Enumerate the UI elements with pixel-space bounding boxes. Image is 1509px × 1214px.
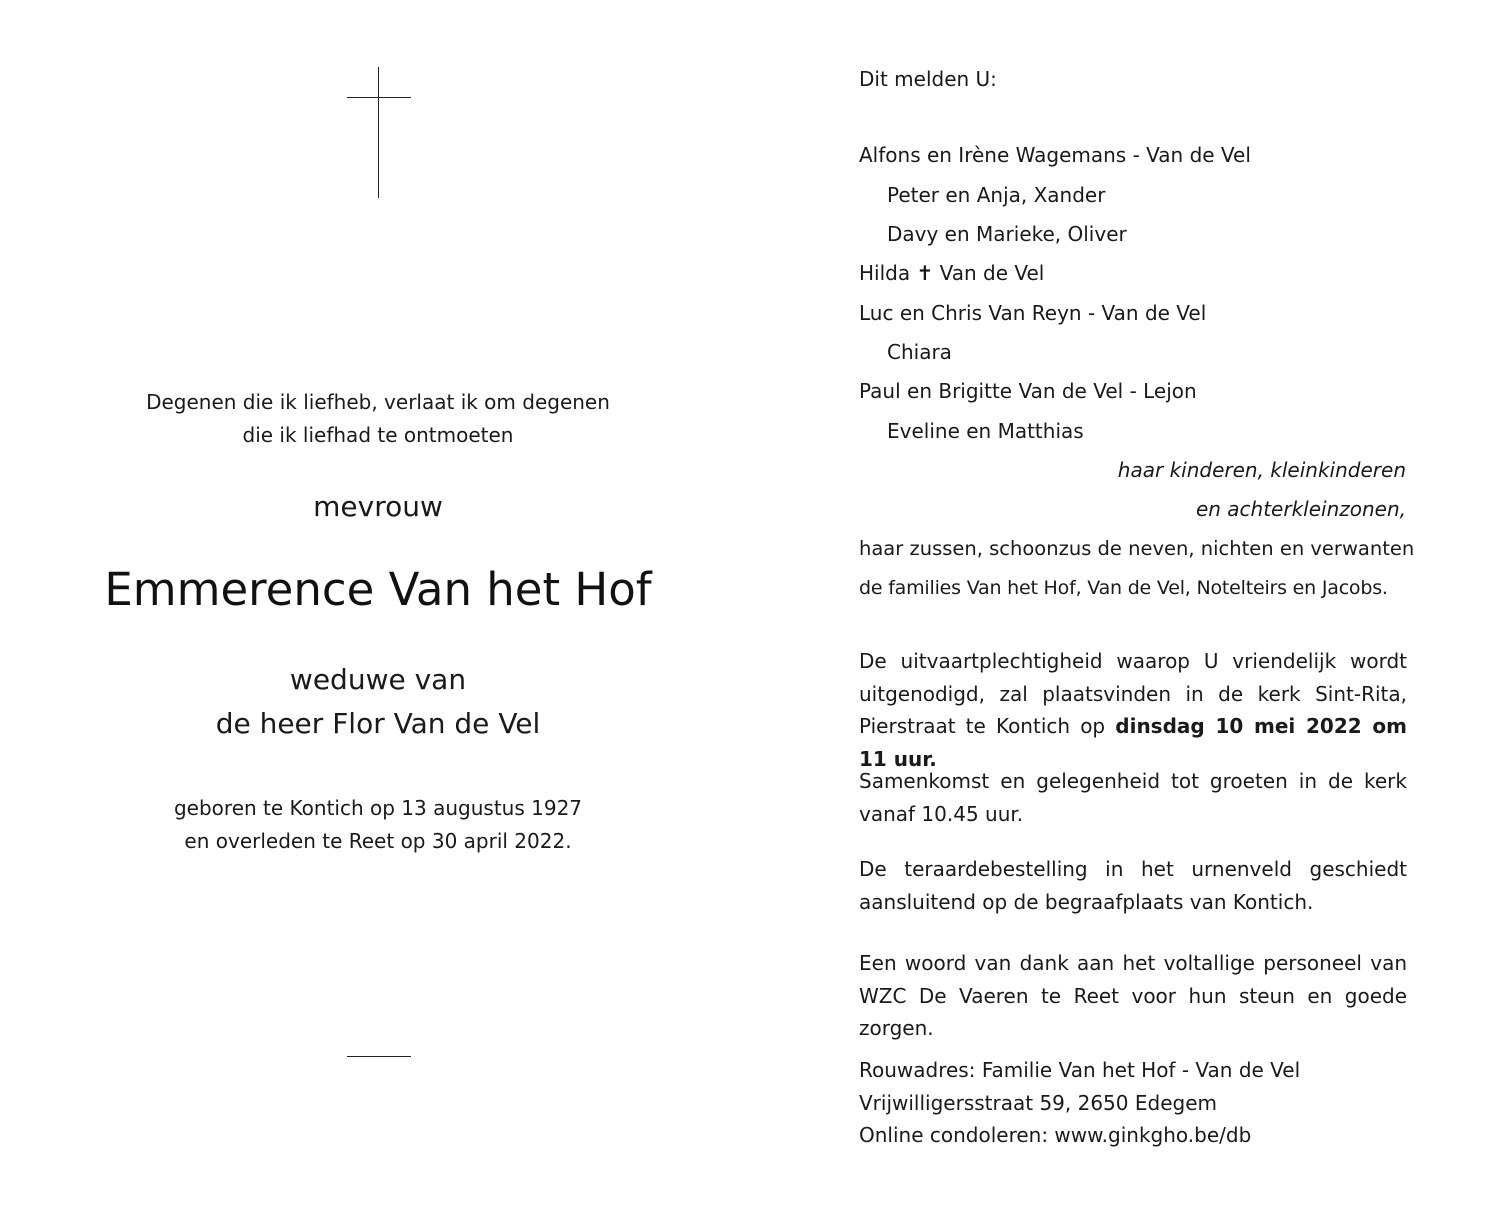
family-line: Eveline en Matthias bbox=[887, 419, 1084, 443]
family-name: Hilda bbox=[859, 261, 911, 285]
birth-line: geboren te Kontich op 13 augustus 1927 bbox=[173, 796, 583, 820]
ceremony-paragraph bbox=[859, 645, 1407, 775]
gathering-paragraph: Samenkomst en gelegenheid tot groeten in de kerk vanaf 10.45 uur. bbox=[859, 769, 1407, 826]
family-line: Luc en Chris Van Reyn - Van de Vel bbox=[859, 301, 1207, 325]
widow-line: weduwe van bbox=[289, 663, 467, 696]
burial-paragraph: De teraardebestelling in het urnenveld geschiedt aansluitend op de begraafplaats van Kontich. bbox=[859, 857, 1407, 914]
cross-vertical-bar bbox=[378, 67, 379, 198]
honorific: mevrouw bbox=[313, 490, 443, 523]
ceremony-datetime: dinsdag 10 mei 2022 om 11 uur. bbox=[859, 714, 1407, 771]
address-line: Vrijwilligersstraat 59, 2650 Edegem bbox=[859, 1090, 1217, 1115]
family-line: Davy en Marieke, Oliver bbox=[887, 222, 1127, 246]
announcement-intro: Dit melden U: bbox=[859, 67, 997, 91]
relatives-line: de families Van het Hof, Van de Vel, Notelteirs en Jacobs. bbox=[859, 577, 1388, 599]
family-line: Peter en Anja, Xander bbox=[887, 183, 1106, 207]
relation-line: en achterkleinzonen, bbox=[1195, 497, 1406, 521]
death-line: en overleden te Reet op 30 april 2022. bbox=[184, 828, 572, 853]
address-line: Rouwadres: Familie Van het Hof - Van de Vel bbox=[859, 1058, 1301, 1082]
relation-line: haar kinderen, kleinkinderen bbox=[1117, 458, 1406, 482]
spouse-name: de heer Flor Van de Vel bbox=[215, 707, 541, 740]
life-dates bbox=[78, 792, 678, 857]
cross-horizontal-bar bbox=[347, 97, 411, 98]
condolence-link[interactable]: Online condoleren: www.ginkgho.be/db bbox=[859, 1123, 1252, 1147]
widow-of bbox=[78, 658, 678, 746]
family-line: Paul en Brigitte Van de Vel - Lejon bbox=[859, 379, 1197, 403]
deceased-cross-icon: ✝ bbox=[916, 261, 934, 285]
quote-line: die ik liefhad te ontmoeten bbox=[242, 422, 514, 447]
family-line: Chiara bbox=[887, 340, 952, 364]
relatives-line: haar zussen, schoonzus de neven, nichten en verwanten bbox=[859, 537, 1415, 560]
ceremony-text: De uitvaartplechtigheid waarop U vriendelijk wordt uitgenodigd, zal plaatsvinden in de kerk Sint-Rita, Pierstraat te Kontich op bbox=[859, 649, 1407, 738]
thanks-paragraph: Een woord van dank aan het voltallige personeel van WZC De Vaeren te Reet voor hun steun en goede zorgen. bbox=[859, 951, 1407, 1040]
family-line: Alfons en Irène Wagemans - Van de Vel bbox=[859, 143, 1251, 167]
family-line bbox=[859, 259, 1044, 287]
memorial-quote bbox=[78, 386, 678, 451]
quote-line: Degenen die ik liefheb, verlaat ik om degenen bbox=[146, 390, 610, 414]
deceased-name: Emmerence Van het Hof bbox=[104, 563, 652, 616]
closing-rule bbox=[347, 1056, 411, 1057]
family-name: Van de Vel bbox=[939, 261, 1045, 285]
mourning-address bbox=[859, 1054, 1300, 1152]
